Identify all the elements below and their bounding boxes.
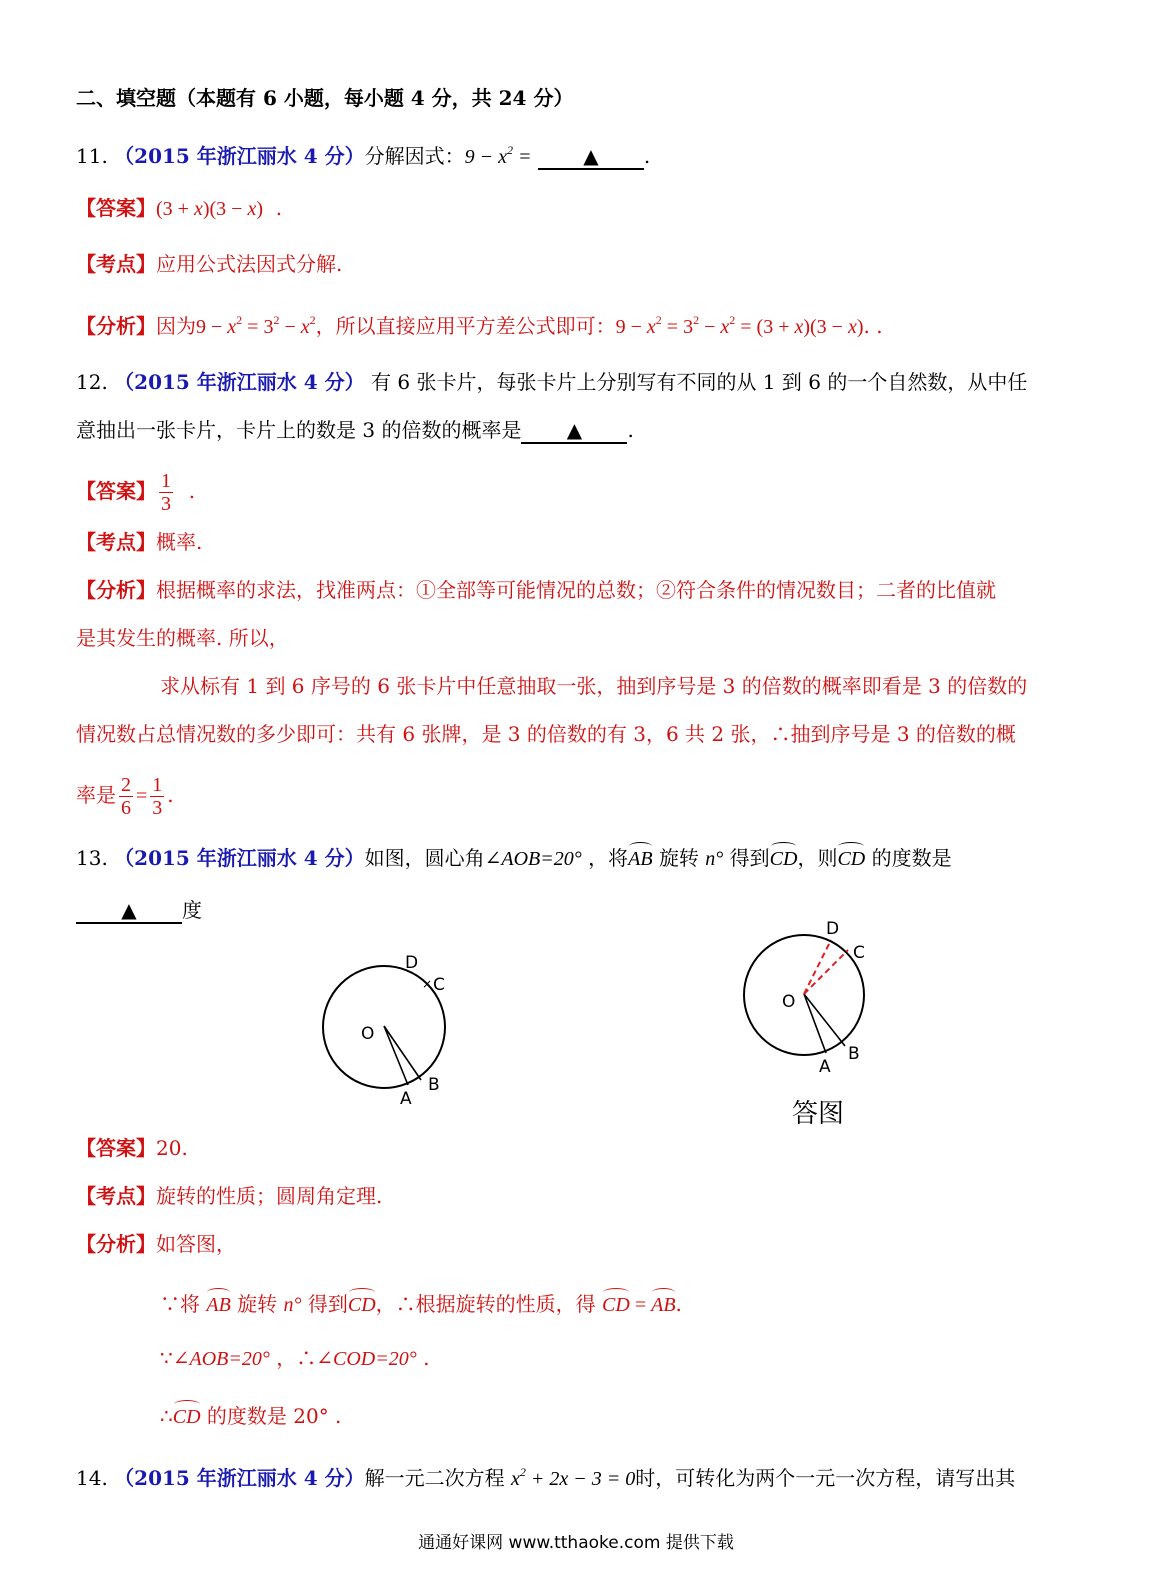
answer-fraction: $\frac{1}{3}$: [161, 470, 171, 515]
label-o: O: [361, 1024, 375, 1044]
question-number: 14.: [76, 1466, 108, 1490]
radius-oc: [804, 950, 848, 994]
question-number: 13.: [76, 846, 108, 870]
question-13-line2: ▲ 度: [76, 896, 202, 924]
label-b: B: [428, 1075, 440, 1095]
analysis-tag: 【分析】: [76, 314, 156, 338]
arc-cd: CD: [770, 845, 798, 873]
q11-topic: [76, 250, 342, 278]
answer-blank: ▲: [538, 144, 644, 170]
radius-od: [804, 940, 831, 994]
q13-analysis-step3: ∴CD 的度数是 20° .: [160, 1402, 341, 1431]
q12-analysis-line4: 情况数占总情况数的多少即可：共有 6 张牌，是 3 的倍数的有 3，6 共 2 张，∴抽到序号是 3 的倍数的概: [76, 722, 1016, 746]
answer-blank: ▲: [521, 418, 627, 444]
question-figure: [300, 930, 480, 1120]
question-source: （2015 年浙江丽水 4 分）: [114, 846, 365, 870]
arc-ab: AB: [628, 845, 652, 873]
point-mark: ×: [422, 977, 433, 991]
analysis-tag: 【分析】: [76, 1232, 156, 1256]
fraction: $\frac{2}{6}$: [121, 774, 131, 819]
question-text: 分解因式：: [364, 144, 465, 168]
q12-analysis-line1: [76, 576, 996, 604]
label-b: B: [848, 1044, 860, 1064]
answer-tag: 【答案】: [76, 479, 156, 503]
answer-figure: [720, 910, 910, 1140]
label-a: A: [819, 1057, 831, 1077]
question-11: 11. （2015 年浙江丽水 4 分）分解因式：$9 - x^2$ = ▲ .: [76, 143, 651, 168]
question-source: （2015 年浙江丽水 4 分）: [114, 144, 365, 168]
answer-value: (3 + x)(3 − x): [156, 198, 264, 220]
label-d: D: [826, 919, 840, 939]
q13-topic: [76, 1182, 382, 1210]
question-source: （2015 年浙江丽水 4 分）: [114, 370, 365, 394]
analysis-expression: $9 - x^2 = 3^2 - x^2 = (3 + x)(3 - x)$: [615, 313, 864, 338]
radius-oa: [804, 994, 826, 1053]
analysis-tag: 【分析】: [76, 578, 156, 602]
q13-answer: [76, 1134, 188, 1162]
answer-tag: 【答案】: [76, 196, 156, 220]
question-number: 12.: [76, 370, 108, 394]
angle-expression: ∠AOB=20°: [484, 848, 582, 870]
answer-value: 20.: [156, 1136, 188, 1160]
math-expression: $9 - x^2$ =: [464, 143, 532, 168]
topic-tag: 【考点】: [76, 530, 156, 554]
label-c: C: [853, 943, 865, 963]
q12-answer: 【答案】 $\frac{1}{3}$ .: [76, 470, 196, 515]
figure-caption: 答图: [792, 1099, 845, 1129]
topic-text: 应用公式法因式分解.: [156, 252, 343, 276]
q12-analysis-line5: 率是 $\frac{2}{6}$ = $\frac{1}{3}$ .: [76, 774, 174, 819]
q13-analysis-step1: ∵将 AB 旋转 n° 得到CD，∴根据旋转的性质，得 CD = AB.: [160, 1290, 682, 1319]
question-13-line1: 13. （2015 年浙江丽水 4 分）如图，圆心角∠AOB=20° ，将AB 旋转 n° 得到CD，则CD 的度数是: [76, 844, 952, 873]
label-o: O: [782, 992, 796, 1012]
question-number: 11.: [76, 144, 108, 168]
topic-text: 概率.: [156, 530, 203, 554]
topic-text: 旋转的性质；圆周角定理.: [156, 1184, 383, 1208]
q13-analysis: 【分析】如答图，: [76, 1232, 236, 1256]
analysis-text: 根据概率的求法，找准两点：①全部等可能情况的总数；②符合条件的情况数目；二者的比值就: [156, 578, 996, 602]
q12-analysis-line2: 是其发生的概率. 所以，: [76, 626, 289, 650]
question-source: （2015 年浙江丽水 4 分）: [114, 1466, 365, 1490]
question-text: 有 6 张卡片，每张卡片上分别写有不同的从 1 到 6 的一个自然数，从中任: [371, 370, 1028, 394]
topic-tag: 【考点】: [76, 252, 156, 276]
q11-analysis: 【分析】因为$9 - x^2 = 3^2 - x^2$，所以直接应用平方差公式即可：$9 - x^2 = 3^2 - x^2 = (3 + x)(3 - x)$. .: [76, 313, 883, 338]
answer-tag: 【答案】: [76, 1136, 156, 1160]
q12-analysis-line3: 求从标有 1 到 6 序号的 6 张卡片中任意抽取一张，抽到序号是 3 的倍数的概率即看是 3 的倍数的: [160, 674, 1028, 698]
answer-blank: ▲: [76, 898, 182, 924]
q13-analysis-step2: ∵∠AOB=20° ，∴∠COD=20° .: [160, 1346, 430, 1370]
q12-topic: [76, 528, 202, 556]
topic-tag: 【考点】: [76, 1184, 156, 1208]
section-title: 二、填空题（本题有 6 小题，每小题 4 分，共 24 分）: [76, 86, 574, 110]
arc-cd: CD: [837, 845, 865, 873]
math-expression: $x^2 + 2x - 3 = 0$: [511, 1465, 636, 1490]
question-14: 14. （2015 年浙江丽水 4 分）解一元二次方程 $x^2 + 2x - 3 = 0$时，可转化为两个一元一次方程，请写出其: [76, 1465, 1016, 1490]
label-c: C: [433, 975, 445, 995]
label-a: A: [400, 1089, 412, 1109]
question-text: 意抽出一张卡片，卡片上的数是 3 的倍数的概率是: [76, 418, 522, 442]
footer: 通通好课网 www.tthaoke.com 提供下载: [418, 1533, 734, 1553]
question-12-line1: [76, 368, 1027, 396]
fraction: $\frac{1}{3}$: [152, 774, 163, 819]
analysis-text: 因为: [156, 314, 196, 338]
q11-answer: 【答案】(3 + x)(3 − x) .: [76, 196, 283, 220]
analysis-text: ，所以直接应用平方差公式即可：: [315, 314, 616, 338]
radius-ob: [804, 994, 845, 1046]
question-12-line2: 意抽出一张卡片，卡片上的数是 3 的倍数的概率是 ▲ .: [76, 418, 634, 442]
label-d: D: [405, 953, 419, 973]
